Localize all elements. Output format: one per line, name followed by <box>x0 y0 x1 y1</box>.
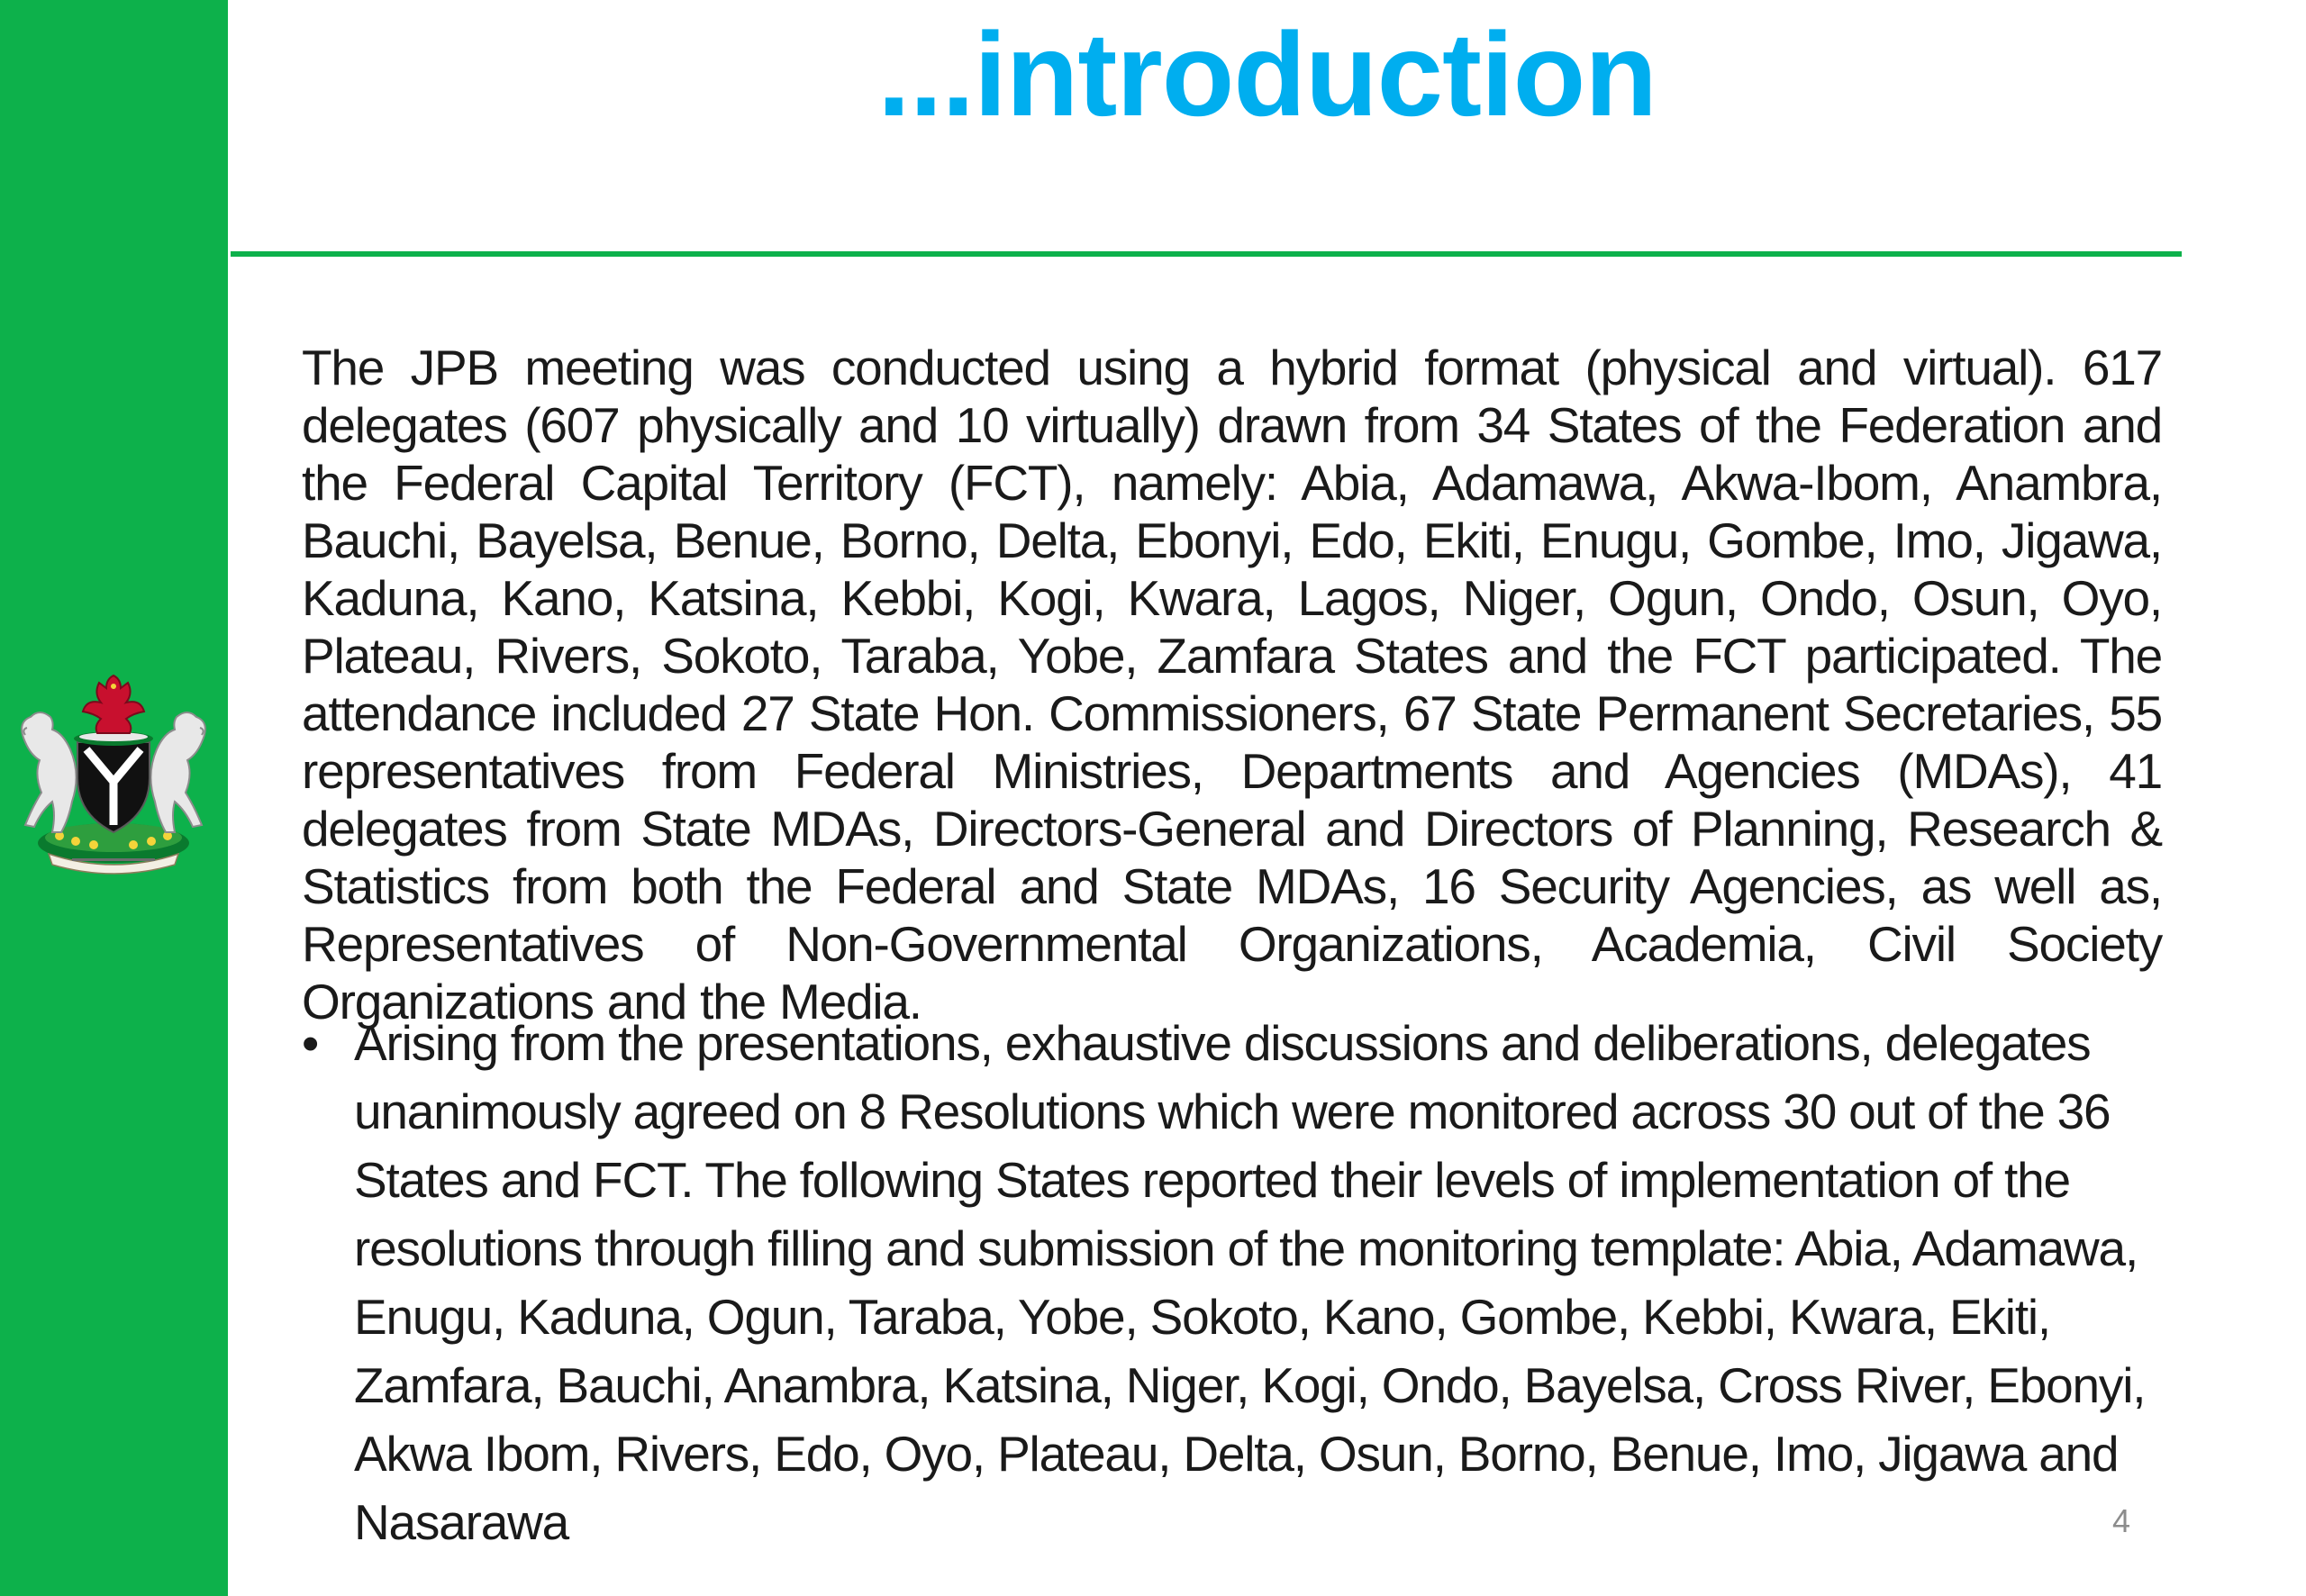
bullet-text: Arising from the presentations, exhaustive discussions and deliberations, delegates unanimously agreed on 8 Resolutions which were monitored across 30 out of the 36 States and FCT. The following States reported their levels of implementation of the resolutions through filling and submission of the monitoring template: Abia, Adamawa, Enugu, Kaduna, Ogun, Taraba, Yobe, Sokoto, Kano, Gombe, Kebbi, Kwara, Ekiti, Zamfara, Bauchi, Anambra, Katsina, Niger, Kogi, Ondo, Bayelsa, Cross River, Ebonyi, Akwa Ibom, Rivers, Edo, Oyo, Plateau, Delta, Osun, Borno, Benue, Imo, Jigawa and Nasarawa <box>354 1015 2146 1550</box>
bullet-list <box>302 1009 2157 1556</box>
slide-title: ...introduction <box>877 8 1657 141</box>
intro-paragraph: The JPB meeting was conducted using a hybrid format (physical and virtual). 617 delegates (607 physically and 10 virtually) drawn from 34 States of the Federation and the Federal Capital Territory (FCT), namely: Abia, Adamawa, Akwa-Ibom, Anambra, Bauchi, Bayelsa, Benue, Borno, Delta, Ebonyi, Edo, Ekiti, Enugu, Gombe, Imo, Jigawa, Kaduna, Kano, Katsina, Kebbi, Kogi, Kwara, Lagos, Niger, Ogun, Ondo, Osun, Oyo, Plateau, Rivers, Sokoto, Taraba, Yobe, Zamfara States and the FCT participated. The attendance included 27 State Hon. Commissioners, 67 State Permanent Secretaries, 55 representatives from Federal Ministries, Departments and Agencies (MDAs), 41 delegates from State MDAs, Directors-General and Directors of Planning, Research & Statistics from both the Federal and State MDAs, 16 Security Agencies, as well as, Representatives of Non-Governmental Organizations, Academia, Civil Society Organizations and the Media. <box>302 340 2162 1029</box>
page-number: 4 <box>2111 1502 2131 1539</box>
title-divider <box>231 251 2182 257</box>
list-item <box>302 1009 2157 1556</box>
nigeria-coat-of-arms-icon <box>0 667 227 879</box>
bullet-icon: • <box>302 1015 319 1071</box>
